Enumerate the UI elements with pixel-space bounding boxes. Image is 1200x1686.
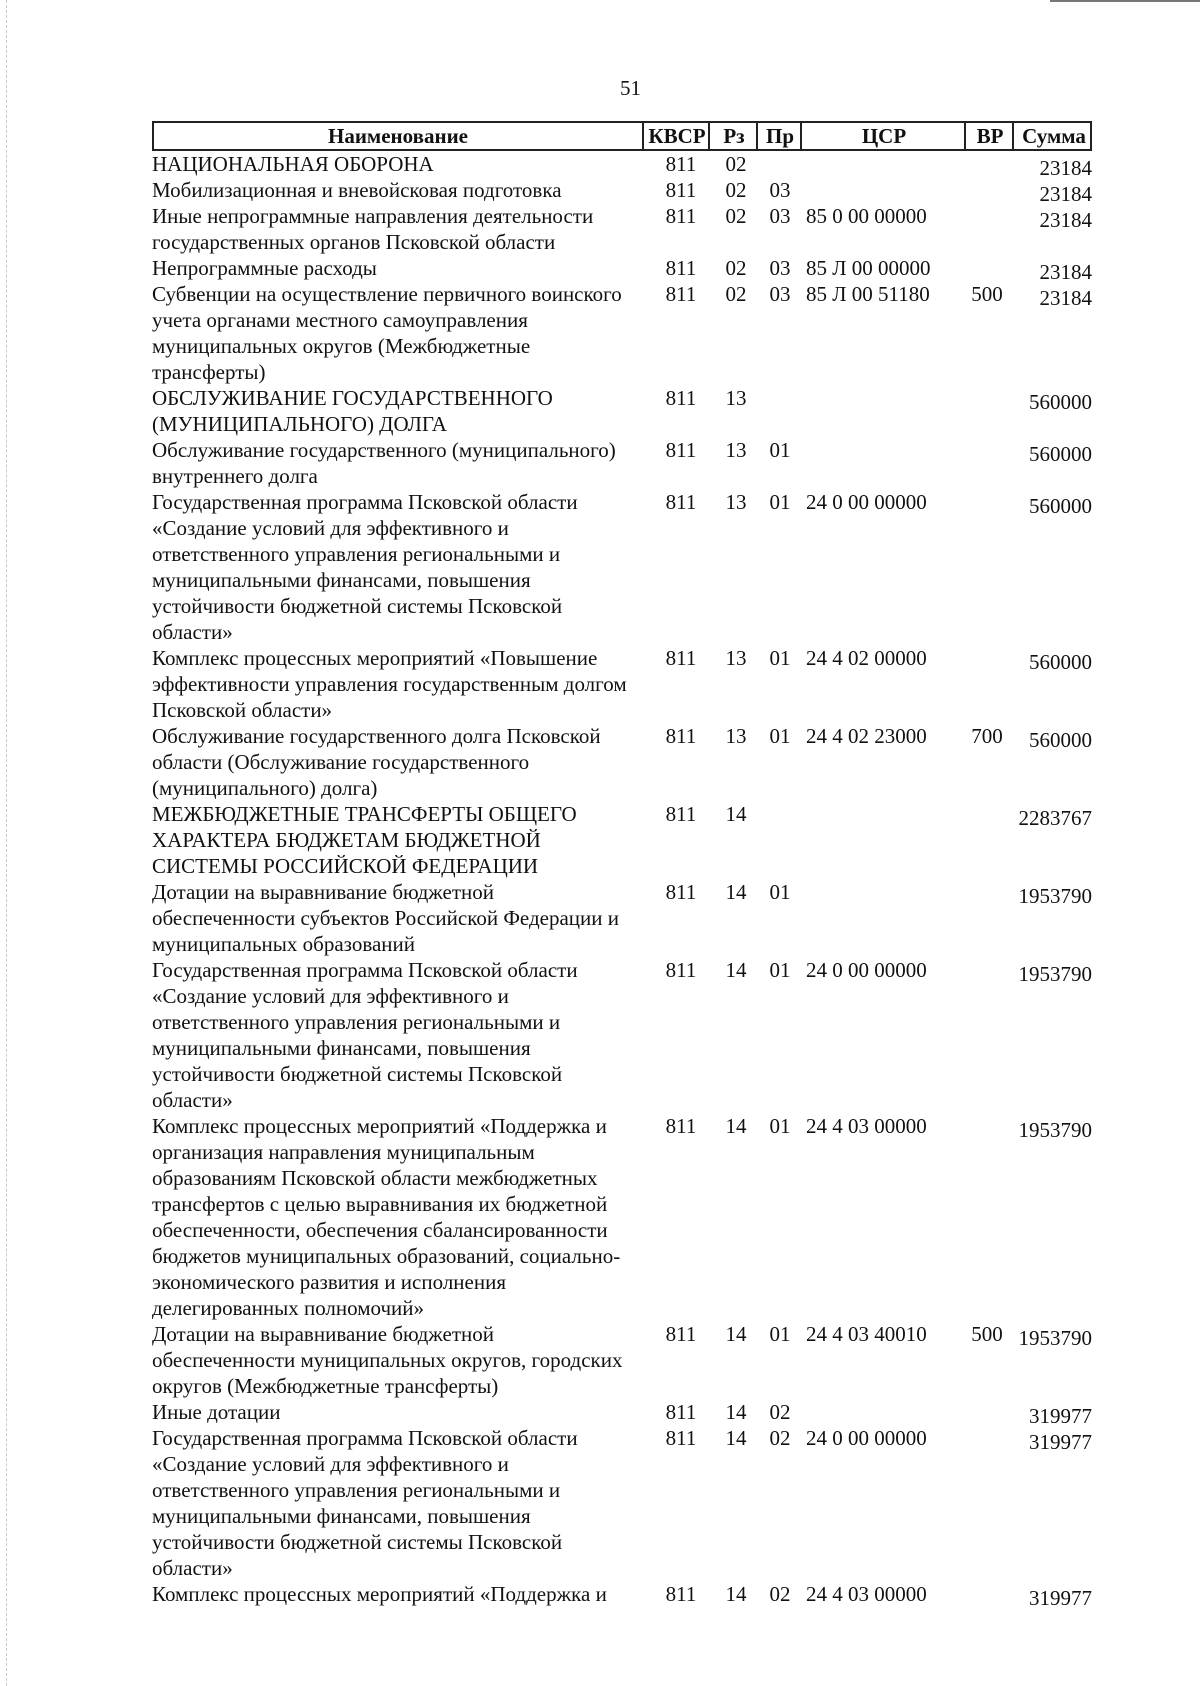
header-kvsr: КВСР [642,123,710,149]
row-rz: 02 [725,204,747,228]
table-row [152,1425,1092,1581]
row-name: Обслуживание государственного долга Псковской области (Обслуживание государственного (муниципального) долга) [152,724,601,800]
row-pr: 01 [769,724,791,748]
row-kvsr: 811 [665,1114,697,1138]
table-row [152,723,1092,801]
row-name: НАЦИОНАЛЬНАЯ ОБОРОНА [152,152,434,176]
row-rz: 14 [725,1400,747,1424]
header-name: Наименование [328,124,468,148]
row-sum: 23184 [1039,208,1092,232]
top-right-rule [1050,0,1200,2]
row-kvsr: 811 [665,490,697,514]
row-name: Иные непрограммные направления деятельности государственных органов Псковской области [152,204,594,254]
row-kvsr: 811 [665,724,697,748]
row-sum: 319977 [1029,1404,1092,1428]
table-row [152,255,1092,284]
row-sum: 319977 [1029,1586,1092,1610]
row-sum: 560000 [1029,494,1092,518]
row-kvsr: 811 [665,802,697,826]
table-row [152,151,1092,180]
row-rz: 02 [725,256,747,280]
row-kvsr: 811 [665,256,697,280]
row-name: Комплекс процессных мероприятий «Поддержка и организация направления муниципальным образованиям Псковской области межбюджетных трансфертов с целью выравнивания их бюджетной обеспеченности, обеспечения сбалансированности бюджетов муниципальных образований, социально-экономического развития и исполнения делегированных полномочий» [152,1114,621,1320]
table-row [152,203,1092,255]
budget-table [152,121,1092,1610]
row-vr: 700 [971,724,1003,748]
row-kvsr: 811 [665,438,697,462]
row-kvsr: 811 [665,282,697,306]
row-name: Иные дотации [152,1400,281,1424]
row-csr: 24 0 00 00000 [806,958,927,982]
row-sum: 23184 [1039,260,1092,284]
row-name: Комплекс процессных мероприятий «Повышение эффективности управления государственным долгом Псковской области» [152,646,627,722]
header-csr: ЦСР [800,123,966,149]
row-name: Обслуживание государственного (муниципального) внутреннего долга [152,438,616,488]
row-name: Непрограммные расходы [152,256,377,280]
scan-left-edge [6,0,7,1686]
header-vr: ВР [964,123,1014,149]
table-row [152,437,1092,489]
row-sum: 2283767 [1018,806,1092,830]
table-row [152,1399,1092,1428]
row-sum: 1953790 [1018,1326,1092,1350]
table-header [152,121,1092,151]
row-rz: 13 [725,386,747,410]
row-sum: 560000 [1029,650,1092,674]
row-sum: 560000 [1029,390,1092,414]
row-rz: 13 [725,646,747,670]
row-name: Дотации на выравнивание бюджетной обеспеченности субъектов Российской Федерации и муниципальных образований [152,880,619,956]
row-csr: 24 0 00 00000 [806,1426,927,1450]
table-row [152,385,1092,437]
row-csr: 85 Л 00 51180 [806,282,930,306]
row-pr: 03 [769,178,791,202]
table-row [152,645,1092,723]
row-kvsr: 811 [665,880,697,904]
row-pr: 01 [769,880,791,904]
row-csr: 85 Л 00 00000 [806,256,931,280]
row-pr: 02 [769,1582,791,1606]
row-rz: 14 [725,1582,747,1606]
row-sum: 23184 [1039,182,1092,206]
row-vr: 500 [971,282,1003,306]
row-csr: 24 4 03 40010 [806,1322,927,1346]
table-body [152,151,1092,1610]
row-kvsr: 811 [665,204,697,228]
row-kvsr: 811 [665,386,697,410]
row-pr: 03 [769,256,791,280]
row-rz: 14 [725,1114,747,1138]
row-name: Государственная программа Псковской области «Создание условий для эффективного и ответственного управления региональными и муниципальными финансами, повышения устойчивости бюджетной системы Псковской области» [152,1426,578,1580]
row-rz: 14 [725,958,747,982]
row-name: Комплекс процессных мероприятий «Поддержка и [152,1582,607,1606]
table-row [152,489,1092,645]
row-csr: 24 4 02 23000 [806,724,927,748]
row-rz: 13 [725,438,747,462]
row-kvsr: 811 [665,958,697,982]
row-kvsr: 811 [665,1426,697,1450]
row-sum: 1953790 [1018,1118,1092,1142]
row-pr: 02 [769,1400,791,1424]
row-sum: 560000 [1029,728,1092,752]
row-name: МЕЖБЮДЖЕТНЫЕ ТРАНСФЕРТЫ ОБЩЕГО ХАРАКТЕРА БЮДЖЕТАМ БЮДЖЕТНОЙ СИСТЕМЫ РОССИЙСКОЙ ФЕДЕРАЦИИ [152,802,577,878]
row-pr: 01 [769,438,791,462]
row-csr: 24 4 03 00000 [806,1582,927,1606]
table-row [152,1113,1092,1321]
row-sum: 1953790 [1018,884,1092,908]
header-rz: Рз [708,123,758,149]
row-name: ОБСЛУЖИВАНИЕ ГОСУДАРСТВЕННОГО (МУНИЦИПАЛЬНОГО) ДОЛГА [152,386,553,436]
row-sum: 23184 [1039,286,1092,310]
row-pr: 01 [769,1322,791,1346]
row-rz: 14 [725,802,747,826]
row-rz: 02 [725,152,747,176]
table-row [152,177,1092,206]
row-name: Государственная программа Псковской области «Создание условий для эффективного и ответственного управления региональными и муниципальными финансами, повышения устойчивости бюджетной системы Псковской области» [152,490,578,644]
row-rz: 14 [725,880,747,904]
row-rz: 13 [725,490,747,514]
table-row [152,957,1092,1113]
row-pr: 01 [769,490,791,514]
row-name: Дотации на выравнивание бюджетной обеспеченности муниципальных округов, городских округов (Межбюджетные трансферты) [152,1322,623,1398]
header-sum: Сумма [1012,123,1094,149]
row-pr: 01 [769,646,791,670]
row-kvsr: 811 [665,1582,697,1606]
row-pr: 01 [769,958,791,982]
row-csr: 24 4 02 00000 [806,646,927,670]
row-sum: 1953790 [1018,962,1092,986]
header-pr: Пр [756,123,802,149]
row-csr: 85 0 00 00000 [806,204,927,228]
row-kvsr: 811 [665,1400,697,1424]
row-csr: 24 4 03 00000 [806,1114,927,1138]
row-rz: 14 [725,1426,747,1450]
row-pr: 02 [769,1426,791,1450]
row-rz: 13 [725,724,747,748]
row-kvsr: 811 [665,646,697,670]
row-name: Мобилизационная и вневойсковая подготовка [152,178,562,202]
table-row [152,879,1092,957]
row-kvsr: 811 [665,178,697,202]
table-row [152,1581,1092,1610]
table-row [152,801,1092,879]
page-number: 51 [620,76,641,100]
row-sum: 319977 [1029,1430,1092,1454]
row-sum: 560000 [1029,442,1092,466]
row-rz: 02 [725,178,747,202]
row-name: Субвенции на осуществление первичного воинского учета органами местного самоуправления муниципальных округов (Межбюджетные трансферты) [152,282,622,384]
row-pr: 03 [769,204,791,228]
row-pr: 03 [769,282,791,306]
row-name: Государственная программа Псковской области «Создание условий для эффективного и ответственного управления региональными и муниципальными финансами, повышения устойчивости бюджетной системы Псковской области» [152,958,578,1112]
row-rz: 14 [725,1322,747,1346]
row-kvsr: 811 [665,1322,697,1346]
row-csr: 24 0 00 00000 [806,490,927,514]
row-rz: 02 [725,282,747,306]
row-sum: 23184 [1039,156,1092,180]
table-row [152,1321,1092,1399]
row-pr: 01 [769,1114,791,1138]
table-row [152,281,1092,385]
row-kvsr: 811 [665,152,697,176]
row-vr: 500 [971,1322,1003,1346]
